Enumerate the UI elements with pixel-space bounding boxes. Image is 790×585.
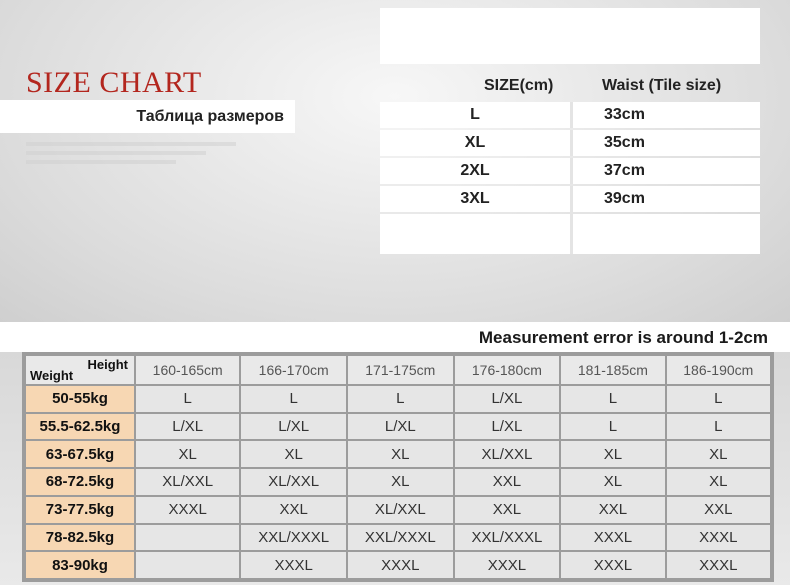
size-cell: L	[666, 413, 771, 441]
size-cell: XL	[240, 440, 347, 468]
size-cell: XL/XXL	[454, 440, 561, 468]
size-cell: XL	[135, 440, 240, 468]
measurement-note: Measurement error is around 1-2cm	[478, 328, 768, 347]
size-cell: L/XL	[454, 413, 561, 441]
size-cell: XL	[666, 468, 771, 496]
weight-cell: 73-77.5kg	[25, 496, 135, 524]
size-cell: L/XL	[454, 385, 561, 413]
divider	[570, 158, 573, 184]
waist-table-top-band	[380, 8, 760, 64]
waist-row-value: 39cm	[604, 190, 645, 207]
divider	[570, 130, 573, 156]
size-cell: L	[135, 385, 240, 413]
size-cell: XXXL	[347, 551, 454, 579]
weight-cell: 68-72.5kg	[25, 468, 135, 496]
size-cell: XXXL	[560, 524, 665, 552]
waist-size-table	[380, 8, 760, 253]
height-weight-size-grid	[22, 352, 774, 582]
waist-header-waist: Waist (Tile size)	[602, 77, 722, 94]
size-cell: XXL/XXXL	[347, 524, 454, 552]
waist-row	[380, 102, 760, 128]
table-row	[25, 496, 771, 524]
size-cell: L/XL	[347, 413, 454, 441]
size-cell: L	[560, 413, 665, 441]
waist-row	[380, 186, 760, 212]
waist-header-size: SIZE(cm)	[484, 77, 554, 94]
size-cell: XXXL	[240, 551, 347, 579]
size-cell: XL	[347, 440, 454, 468]
size-cell: XXL	[560, 496, 665, 524]
height-header-cell: 186-190cm	[666, 355, 771, 385]
size-cell: L	[560, 385, 665, 413]
table-row	[25, 551, 771, 579]
size-cell: XXL/XXXL	[454, 524, 561, 552]
divider	[570, 186, 573, 212]
page-title: SIZE CHART	[26, 66, 202, 99]
weight-cell: 63-67.5kg	[25, 440, 135, 468]
size-cell	[135, 524, 240, 552]
grid-corner-cell	[25, 355, 135, 385]
size-cell	[135, 551, 240, 579]
size-cell: XXL	[666, 496, 771, 524]
size-cell: XL	[560, 468, 665, 496]
waist-row-value: 35cm	[604, 134, 645, 151]
size-cell: XXXL	[560, 551, 665, 579]
size-cell: L	[347, 385, 454, 413]
size-cell: L/XL	[135, 413, 240, 441]
table-row	[25, 440, 771, 468]
grid-header-row	[25, 355, 771, 385]
size-cell: XL/XXL	[240, 468, 347, 496]
size-cell: XXXL	[135, 496, 240, 524]
size-cell: XL	[666, 440, 771, 468]
corner-height-label: Height	[87, 357, 128, 372]
waist-row-size: 3XL	[460, 190, 490, 207]
height-header-cell: 160-165cm	[135, 355, 240, 385]
size-cell: XXL	[240, 496, 347, 524]
size-cell: XXL	[454, 468, 561, 496]
table-row	[25, 468, 771, 496]
size-cell: L	[240, 385, 347, 413]
waist-row-size: 2XL	[460, 162, 490, 179]
waist-row-value: 37cm	[604, 162, 645, 179]
waist-row	[380, 158, 760, 184]
size-cell: XL	[560, 440, 665, 468]
height-header-cell: 166-170cm	[240, 355, 347, 385]
weight-cell: 83-90kg	[25, 551, 135, 579]
divider	[570, 102, 573, 128]
waist-table-header	[380, 70, 760, 102]
size-cell: XXXL	[666, 551, 771, 579]
waist-row-size: XL	[464, 134, 486, 151]
table-row	[25, 524, 771, 552]
waist-row	[380, 130, 760, 156]
size-cell: XL/XXL	[347, 496, 454, 524]
height-header-cell: 171-175cm	[347, 355, 454, 385]
height-header-cell: 176-180cm	[454, 355, 561, 385]
corner-weight-label: Weight	[30, 368, 74, 383]
size-cell: XL/XXL	[135, 468, 240, 496]
size-cell: XXL/XXXL	[240, 524, 347, 552]
weight-cell: 55.5-62.5kg	[25, 413, 135, 441]
size-cell: XXXL	[666, 524, 771, 552]
table-row	[25, 385, 771, 413]
size-cell: XXXL	[454, 551, 561, 579]
size-cell: XXL	[454, 496, 561, 524]
weight-cell: 78-82.5kg	[25, 524, 135, 552]
decorative-lines	[26, 142, 236, 169]
subtitle-russian: Таблица размеров	[136, 108, 284, 125]
size-cell: L/XL	[240, 413, 347, 441]
waist-row-size: L	[470, 106, 480, 123]
weight-cell: 50-55kg	[25, 385, 135, 413]
waist-row-value: 33cm	[604, 106, 645, 123]
divider	[570, 214, 573, 254]
table-row	[25, 413, 771, 441]
size-cell: L	[666, 385, 771, 413]
waist-table-bottom-band	[380, 214, 760, 254]
height-header-cell: 181-185cm	[560, 355, 665, 385]
size-cell: XL	[347, 468, 454, 496]
size-grid-table	[24, 354, 772, 580]
